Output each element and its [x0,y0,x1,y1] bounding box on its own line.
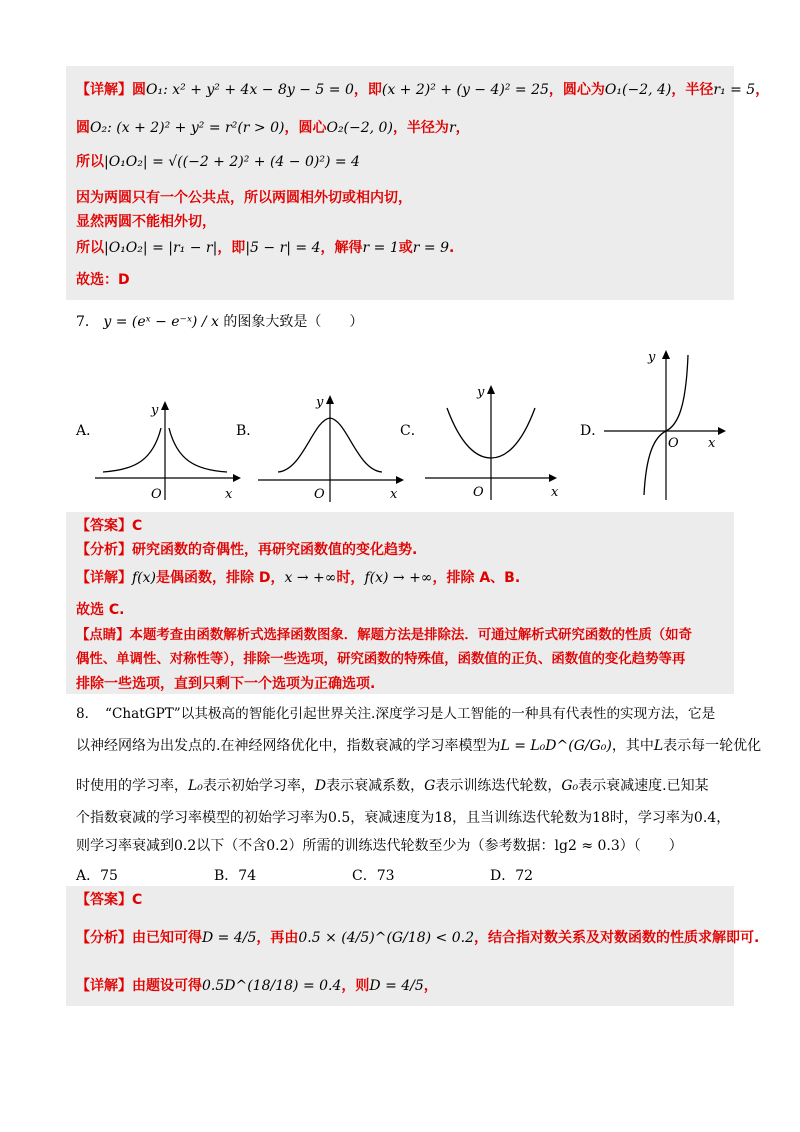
y-axis-arrow [662,350,670,359]
option-c-graph [425,378,575,503]
option-a-label: A． [76,423,101,439]
q8-option-c: C．73 [352,868,395,884]
y-axis-arrow [487,385,495,394]
solution-line-3: 所以|O₁O₂| = √((−2 + 2)² + (4 − 0)²) = 4 [76,154,360,170]
option-b-graph [258,390,408,505]
solution-block-q6 [66,66,734,300]
x-axis-label: x [390,487,398,502]
q8-option-a: A．75 [76,868,118,884]
solution-line-6: 所以|O₁O₂| = |r₁ − r|，即|5 − r| = 4，解得r = 1或r = 9. [76,240,455,256]
comment-line-3: 排除一些选项，直到只剩下一个选项为正确选项. [76,676,376,692]
question-8-line-3: 时使用的学习率，L₀表示初始学习率，D表示衰减系数，G表示训练迭代轮数，G₀表示衰减速度.已知某 [76,778,709,794]
answer-line: 【答案】C [76,518,143,534]
x-axis-arrow [718,427,726,435]
y-axis-label: y [316,395,324,410]
y-axis-arrow [326,395,334,404]
q8-option-d: D．72 [490,868,534,884]
y-axis-label: y [477,385,485,400]
question-8-line-1: 8． “ChatGPT”以其极高的智能化引起世界关注.深度学习是人工智能的一种具有代表性的实现方法，它是 [76,706,716,722]
solution-line-2: 圆O₂: (x + 2)² + y² = r²(r > 0)，圆心O₂(−2, 0)，半径为r， [76,120,470,136]
question-7: 7． y = (eˣ − e⁻ˣ) / x 的图象大致是（ ） [76,314,364,330]
origin-label: O [314,487,325,502]
q8-option-b: B．74 [214,868,257,884]
choose-line: 故选 C. [76,602,125,618]
solution-line-1: 【详解】圆O₁: x² + y² + 4x − 8y − 5 = 0，即(x + 2)² + (y − 4)² = 25，圆心为O₁(−2, 4)，半径r₁ = 5， [76,82,770,98]
y-axis-label: y [151,403,159,418]
comment-line-2: 偶性、单调性、对称性等），排除一些选项，研究函数的特殊值，函数值的正负、函数值的变化趋势等再 [76,652,686,667]
origin-label: O [473,485,484,500]
y-axis-label: y [648,350,656,365]
y-axis-arrow [161,401,169,410]
option-c-label: C． [400,423,425,439]
option-d-label: D． [580,423,606,439]
x-axis-label: x [225,487,233,502]
solution-line-4: 因为两圆只有一个公共点，所以两圆相外切或相内切， [76,190,412,206]
x-axis-arrow [396,476,404,484]
x-axis-arrow [233,474,241,482]
question-8-line-5: 则学习率衰减到0.2以下（不含0.2）所需的训练迭代轮数至少为（参考数据：lg2 ≈ 0.3）（ ） [76,838,683,854]
curve-left [103,428,161,472]
solution-line-7: 故选：D [76,272,130,288]
x-axis-label: x [708,436,716,451]
x-axis-label: x [551,485,559,500]
option-a-graph [95,398,245,508]
question-8-line-2: 以神经网络为出发点的.在神经网络优化中，指数衰减的学习率模型为L = L₀D^(G/G₀)，其中L表示每一轮优化 [76,738,762,754]
question-8-line-4: 个指数衰减的学习率模型的初始学习率为0.5，衰减速度为18，且当训练迭代轮数为18时，学习率为0.4， [76,810,731,826]
detail-line: 【详解】f(x)是偶函数，排除 D，x → +∞时，f(x) → +∞，排除 A、B. [76,570,521,586]
x-axis-arrow [549,474,557,482]
option-d-graph [604,345,734,505]
q8-detail-line: 【详解】由题设可得0.5D^(18/18) = 0.4，则D = 4/5， [76,978,438,994]
q8-analysis-line: 【分析】由已知可得D = 4/5，再由0.5 × (4/5)^(G/18) < 0.2，结合指对数关系及对数函数的性质求解即可. [76,930,760,946]
option-b-label: B． [236,423,261,439]
curve-right [169,428,227,472]
origin-label: O [668,436,679,451]
solution-line-5: 显然两圆不能相外切， [76,214,216,230]
analysis-line: 【分析】研究函数的奇偶性，再研究函数值的变化趋势. [76,542,418,558]
q8-answer-line: 【答案】C [76,892,143,908]
comment-line-1: 【点睛】本题考查由函数解析式选择函数图象．解题方法是排除法．可通过解析式研究函数的性质（如奇 [76,628,692,643]
origin-label: O [151,487,162,502]
